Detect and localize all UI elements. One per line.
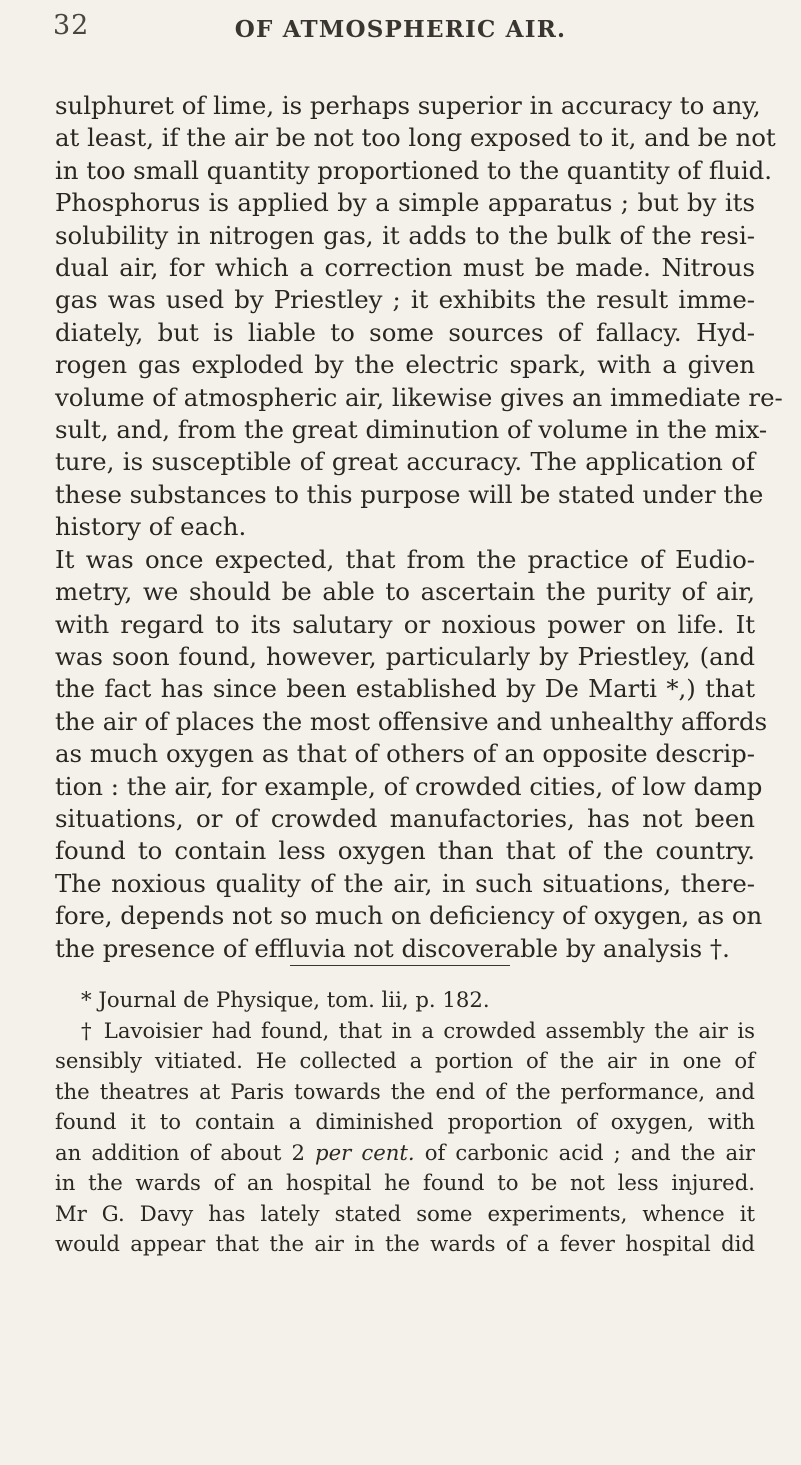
text-line: the air of places the most offensive and unhealthy affords <box>55 706 768 736</box>
text-line: tion : the air, for example, of crowded cities, of low damp <box>55 771 763 801</box>
text-line: Phosphorus is applied by a simple apparatus ; but by its <box>55 188 755 218</box>
footnote-text: an addition of about 2 <box>55 1139 316 1165</box>
footnote-line: Mr G. Davy has lately stated some experiments, whence it <box>55 1200 755 1226</box>
text-line: sult, and, from the great diminution of volume in the mix- <box>55 415 768 445</box>
text-line: The noxious quality of the air, in such situations, there- <box>55 868 755 898</box>
page-number: 32 <box>53 10 90 41</box>
text-line: diately, but is liable to some sources of fallacy. Hyd- <box>55 317 755 347</box>
text-line: It was once expected, that from the practice of Eudio- <box>55 544 755 574</box>
footnote-line: the theatres at Paris towards the end of the performance, and <box>55 1078 755 1104</box>
text-line: the presence of effluvia not discoverable by analysis †. <box>55 933 730 963</box>
footnote-italic-text: per cent. <box>315 1139 415 1165</box>
text-line: the fact has since been established by De Marti *,) that <box>55 674 755 704</box>
text-line: volume of atmospheric air, likewise gives an immediate re- <box>55 382 783 412</box>
running-head: OF ATMOSPHERIC AIR. <box>234 16 567 43</box>
footnote-line: sensibly vitiated. He collected a portion of the air in one of <box>55 1048 755 1073</box>
text-line: as much oxygen as that of others of an opposite descrip- <box>55 739 755 769</box>
text-line: fore, depends not so much on deficiency of oxygen, as on <box>55 901 763 931</box>
text-line: situations, or of crowded manufactories, has not been <box>55 803 755 833</box>
text-line: sulphuret of lime, is perhaps superior in accuracy to any, <box>55 91 761 120</box>
text-line: solubility in nitrogen gas, it adds to the bulk of the resi- <box>55 220 755 250</box>
footnote-line: in the wards of an hospital he found to be not less injured. <box>55 1170 755 1195</box>
body-text <box>55 90 783 965</box>
text-line: gas was used by Priestley ; it exhibits the result imme- <box>55 285 755 315</box>
text-line: found to contain less oxygen than that of the country. <box>55 836 755 866</box>
text-line: ture, is susceptible of great accuracy. The application of <box>55 447 755 477</box>
text-line: in too small quantity proportioned to the quantity of fluid. <box>55 155 772 185</box>
text-line: was soon found, however, particularly by Priestley, (and <box>55 641 755 671</box>
text-line: history of each. <box>55 512 247 542</box>
text-line: with regard to its salutary or noxious power on life. It <box>55 609 755 639</box>
footnote-divider <box>290 965 510 966</box>
footnotes <box>55 985 755 1260</box>
footnote-line-with-italic <box>55 1138 755 1169</box>
text-line: at least, if the air be not too long exposed to it, and be not <box>55 123 776 153</box>
footnote-line: found it to contain a diminished proportion of oxygen, with <box>55 1109 755 1134</box>
footnote-journal: * Journal de Physique, tom. lii, p. 182. <box>81 987 490 1012</box>
footnote-line: † Lavoisier had found, that in a crowded assembly the air is <box>81 1017 755 1043</box>
footnote-line: would appear that the air in the wards of a fever hospital did <box>55 1231 755 1256</box>
text-line: rogen gas exploded by the electric spark, with a given <box>55 350 755 380</box>
text-line: metry, we should be able to ascertain the purity of air, <box>55 577 755 607</box>
footnote-text: of carbonic acid ; and the air <box>414 1139 755 1165</box>
text-line: dual air, for which a correction must be made. Nitrous <box>55 253 755 283</box>
text-line: these substances to this purpose will be stated under the <box>55 479 764 509</box>
